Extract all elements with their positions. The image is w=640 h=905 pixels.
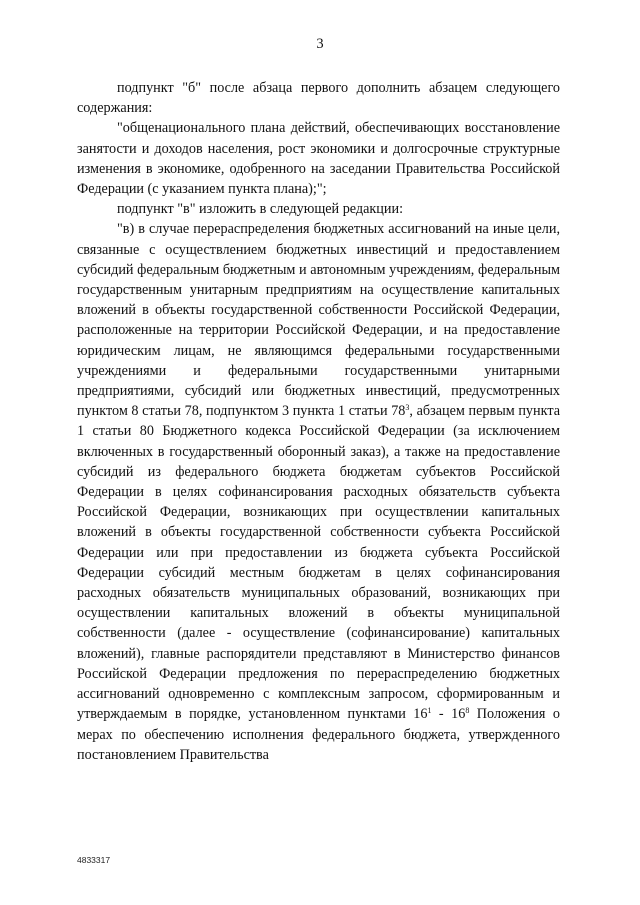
superscript: 8	[465, 706, 470, 716]
paragraph-subpoint-b: подпункт "б" после абзаца первого дополнить абзацем следующего содержания:	[77, 80, 560, 117]
superscript: 1	[427, 706, 432, 716]
paragraph-subpoint-v: подпункт "в" изложить в следующей редакции:	[117, 201, 404, 218]
document-body	[77, 78, 560, 765]
superscript: 3	[405, 403, 410, 413]
text-segment: Положения о мерах по обеспечению исполнения федерального бюджета, утвержденного постановлением Правительства	[77, 706, 560, 763]
page-number: 3	[316, 36, 324, 52]
paragraph-national-plan: "общенационального плана действий, обеспечивающих восстановление занятости и доходов населения, рост экономики и долгосрочные структурные изменения в экономике, одобренного на заседании Правительства Российской Федерации (с указанием пункта плана);";	[77, 120, 560, 198]
text-segment: "в) в случае перераспределения бюджетных ассигнований на иные цели, связанные с осуществлением бюджетных инвестиций и предоставлением субсидий федеральным бюджетным и автономным учреждениям, федеральным государственным унитарным предприятиям на осуществление капитальных вложений в объекты государственной собственности Российской Федерации, расположенные на территории Российской Федерации, и на предоставление юридическим лицам, не являющимся федеральными государственными учреждениями и федеральными государственными унитарными предприятиями, субсидий или бюджетных инвестиций, предусмотренных пунктом 8 статьи 78, подпунктом 3 пункта 1 статьи 78	[77, 221, 560, 420]
text-segment: - 16	[431, 706, 466, 723]
text-segment: , абзацем первым пункта 1 статьи 80 Бюджетного кодекса Российской Федерации (за исключением включенных в государственный оборонный заказ), а также на предоставление субсидий из федерального бюджета бюджетам субъектов Российской Федерации в целях софинансирования расходных обязательств субъекта Российской Федерации, возникающих при осуществлении капитальных вложений в объекты государственной собственности субъекта Российской Федерации или при предоставлении из бюджета субъекта Российской Федерации субсидий местным бюджетам в целях софинансирования расходных обязательств муниципальных образований, возникающих при осуществлении капитальных вложений в объекты муниципальной собственности (далее - осуществление (софинансирование) капитальных вложений), главные распорядители представляют в Министерство финансов Российской Федерации предложения по перераспределению бюджетных ассигнований одновременно с комплексным запросом, сформированным и утверждаемым в порядке, установленном пунктами 16	[77, 403, 560, 723]
document-code: 4833317	[77, 855, 111, 865]
paragraph-redistribution	[77, 219, 560, 764]
